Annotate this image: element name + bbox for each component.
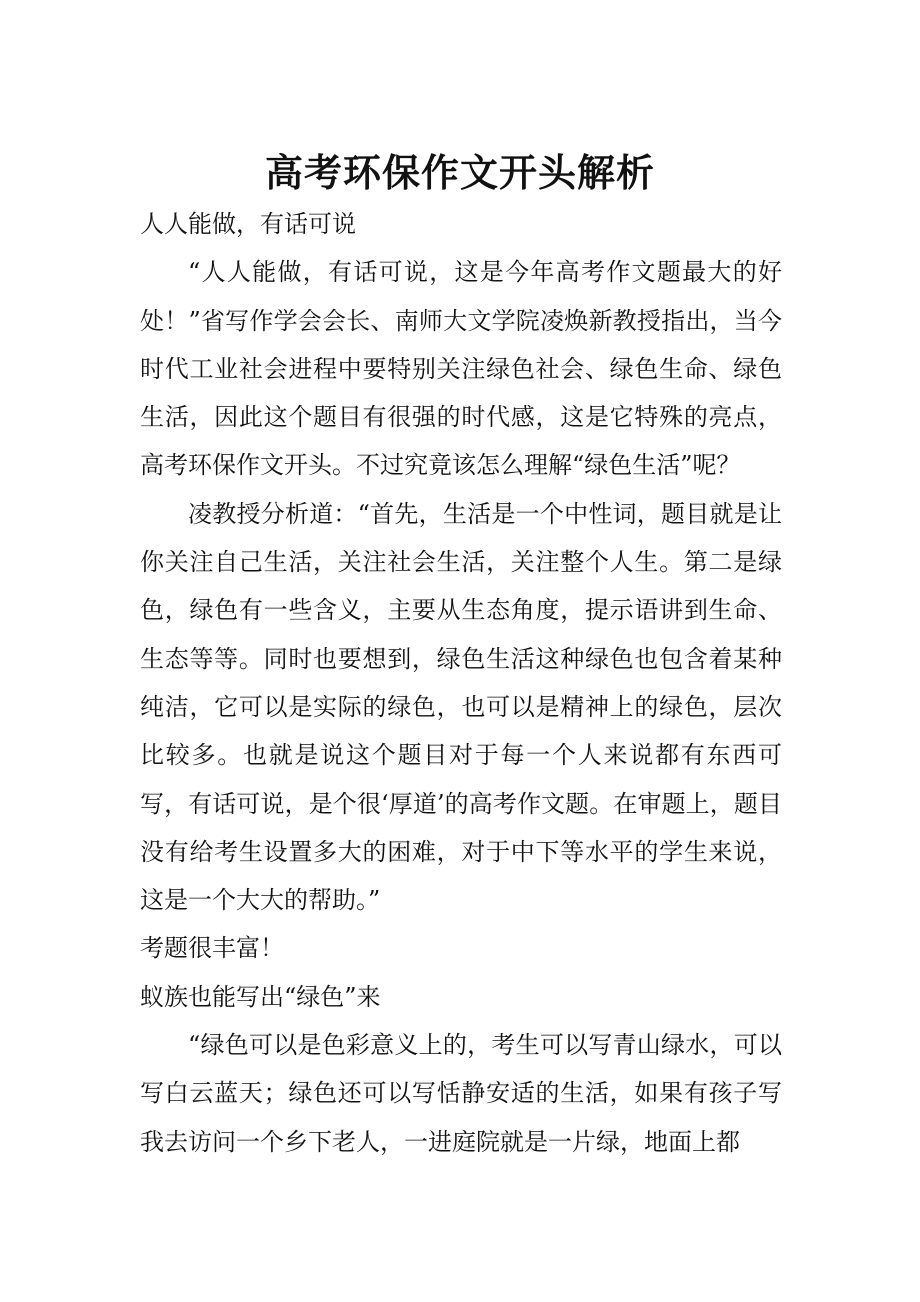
section-heading-1: 人人能做，有话可说 (140, 210, 356, 238)
document-body (140, 200, 782, 1166)
document-title: 高考环保作文开头解析 (264, 150, 655, 196)
section-heading-2: 考题很丰富！ (140, 934, 284, 963)
section-heading-3: 蚁族也能写出“绿色”来 (140, 982, 381, 1011)
paragraph-1: “人人能做，有话可说，这是今年高考作文题最大的好处！”省写作学会会长、南师大文学院凌焕新教授指出，当今时代工业社会进程中要特别关注绿色社会、绿色生命、绿色生活，因此这个题目有很强的时代感，这是它特殊的亮点，高考环保作文开头。不过究竟该怎么理解“绿色生活”呢？ (140, 258, 782, 480)
paragraph-3: “绿色可以是色彩意义上的，考生可以写青山绿水，可以写白云蓝天；绿色还可以写恬静安适的生活，如果有孩子写我去访问一个乡下老人，一进庭院就是一片绿，地面上都 (140, 1031, 782, 1156)
paragraph-2: 凌教授分析道：“首先，生活是一个中性词，题目就是让你关注自己生活，关注社会生活，关注整个人生。第二是绿色，绿色有一些含义，主要从生态角度，提示语讲到生命、生态等等。同时也要想到，绿色生活这种绿色也包含着某种纯洁，它可以是实际的绿色，也可以是精神上的绿色，层次比较多。也就是说这个题目对于每一个人来说都有东西可写，有话可说，是个很‘厚道’的高考作文题。在审题上，题目没有给考生设置多大的困难，对于中下等水平的学生来说，这是一个大大的帮助。” (140, 499, 782, 915)
